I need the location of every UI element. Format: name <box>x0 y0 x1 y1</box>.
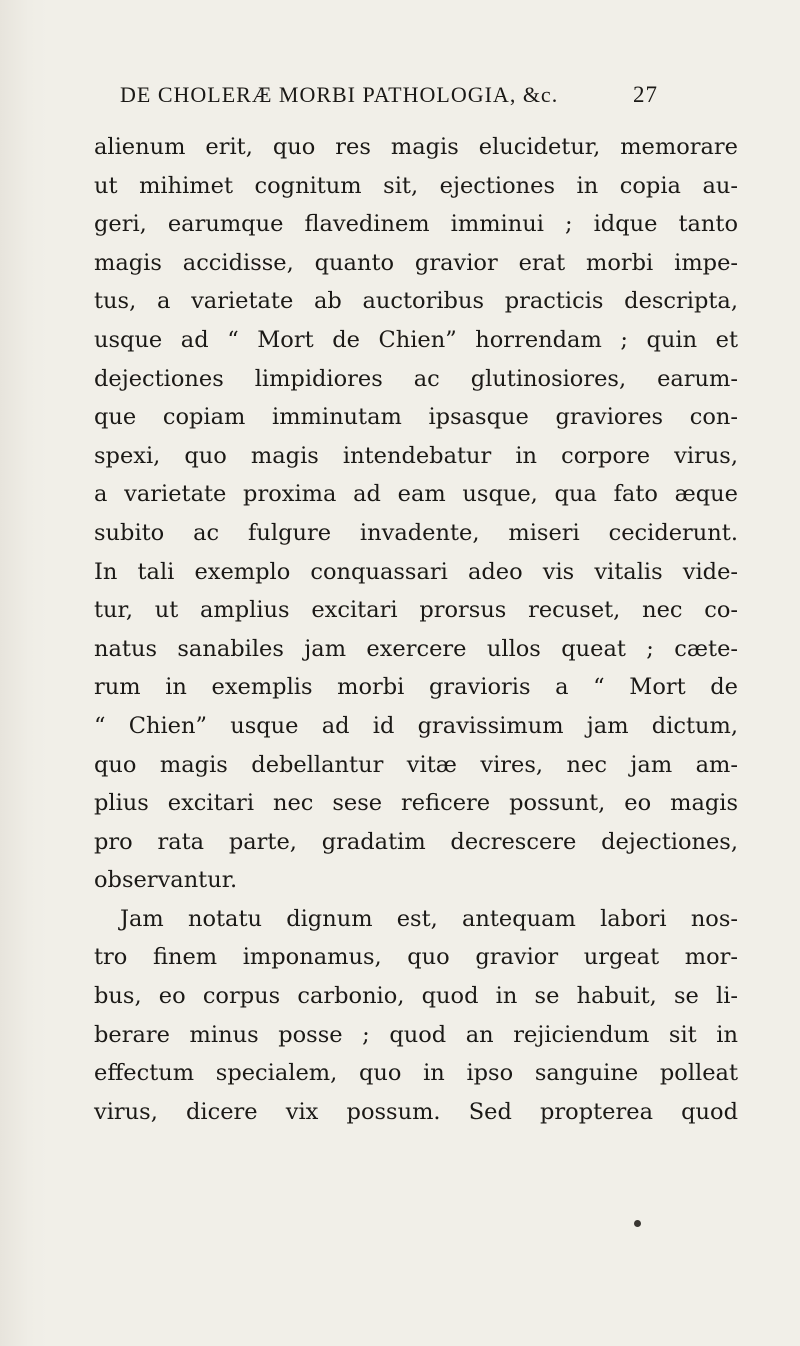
text-line: plius excitari nec sese reficere possunt, eo magis <box>94 790 738 817</box>
text-line: geri, earumque flavedinem imminui ; idque tanto <box>94 211 738 238</box>
text-line: bus, eo corpus carbonio, quod in se habuit, se li- <box>94 983 738 1010</box>
text-line: alienum erit, quo res magis elucidetur, memorare <box>94 134 738 160</box>
text-line: spexi, quo magis intendebatur in corpore virus, <box>94 442 738 469</box>
text-line: magis accidisse, quanto gravior erat morbi impe- <box>94 249 738 276</box>
text-line: tus, a varietate ab auctoribus practicis descripta, <box>94 288 738 315</box>
body-text <box>94 128 738 1131</box>
text-line: observantur. <box>94 867 238 894</box>
page-number: 27 <box>633 82 658 107</box>
text-line: effectum specialem, quo in ipso sanguine polleat <box>94 1060 738 1087</box>
text-line: pro rata parte, gradatim decrescere dejectiones, <box>94 828 738 855</box>
text-line: rum in exemplis morbi gravioris a “ Mort de <box>94 674 738 701</box>
text-line: ut mihimet cognitum sit, ejectiones in copia au- <box>94 172 738 199</box>
text-line: tur, ut amplius excitari prorsus recuset, nec co- <box>94 597 738 624</box>
text-line: a varietate proxima ad eam usque, qua fato æque <box>94 481 738 508</box>
page-edge-shadow <box>0 0 48 1346</box>
text-line: que copiam imminutam ipsasque graviores con- <box>94 404 738 431</box>
text-line: dejectiones limpidiores ac glutinosiores, earum- <box>94 365 738 392</box>
text-line: “ Chien” usque ad id gravissimum jam dictum, <box>94 712 738 739</box>
text-line: Jam notatu dignum est, antequam labori nos- <box>120 905 738 932</box>
running-title: DE CHOLERÆ MORBI PATHOLOGIA, &c. <box>120 82 559 107</box>
text-line: In tali exemplo conquassari adeo vis vitalis vide- <box>94 558 738 585</box>
running-header <box>120 82 658 108</box>
printing-mark <box>634 1220 641 1227</box>
text-line: subito ac fulgure invadente, miseri ceciderunt. <box>94 519 738 546</box>
text-line: virus, dicere vix possum. Sed propterea quod <box>94 1098 738 1125</box>
text-line: quo magis debellantur vitæ vires, nec jam am- <box>94 751 738 778</box>
text-line: tro finem imponamus, quo gravior urgeat mor- <box>94 944 738 971</box>
text-line: berare minus posse ; quod an rejiciendum sit in <box>94 1021 738 1048</box>
text-line: usque ad “ Mort de Chien” horrendam ; quin et <box>94 326 738 353</box>
text-line: natus sanabiles jam exercere ullos queat ; cæte- <box>94 635 738 662</box>
